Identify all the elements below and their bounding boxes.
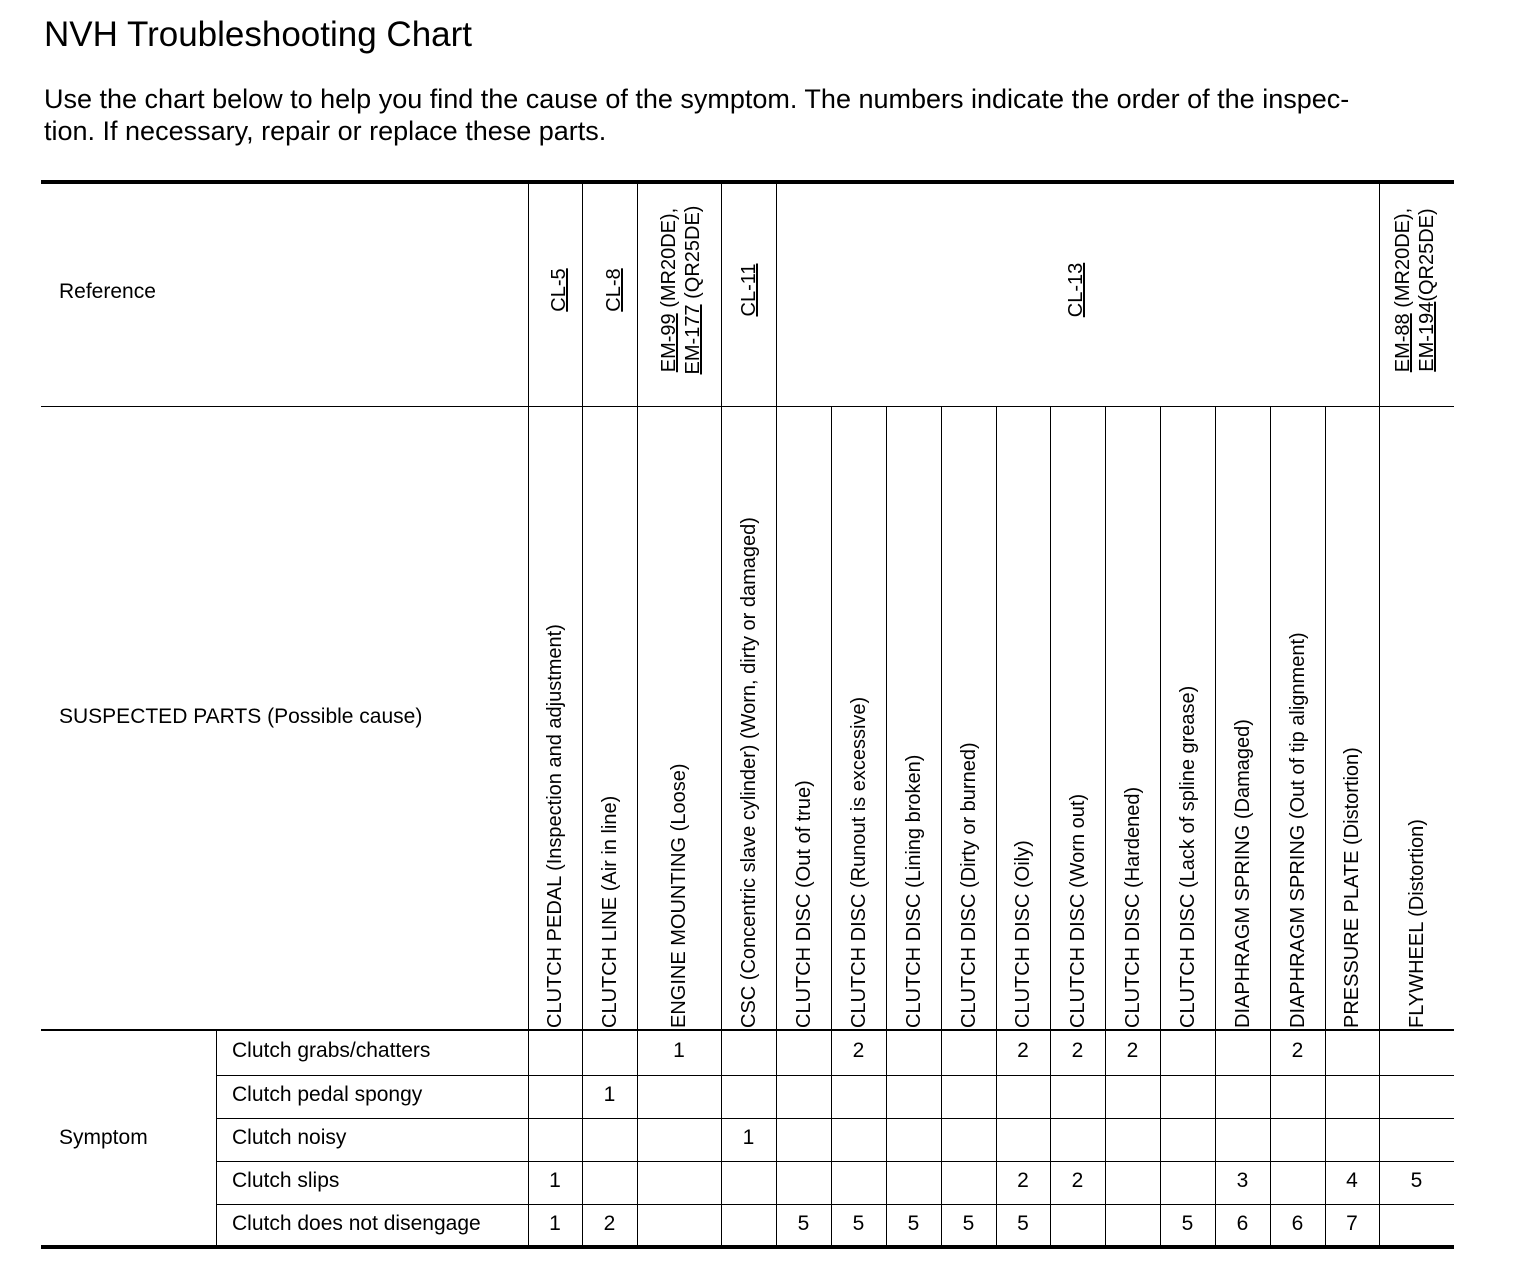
inspection-order-value: 5 — [852, 1212, 865, 1235]
reference-row-rule — [41, 406, 1454, 407]
reference-divider — [637, 182, 638, 407]
column-divider — [996, 407, 997, 1246]
part-header: PRESSURE PLATE (Distortion) — [1341, 747, 1363, 1028]
reference-link-em-88[interactable]: EM-88 — [1392, 313, 1414, 373]
inspection-order-value: 5 — [1181, 1212, 1194, 1235]
inspection-order-value: 6 — [1236, 1212, 1249, 1235]
inspection-order-value: 5 — [1410, 1169, 1423, 1192]
reference-cl-8 — [602, 235, 626, 345]
column-divider — [1325, 407, 1326, 1246]
reference-em-177-suffix: (QR25DE) — [682, 205, 704, 305]
symptom-row-divider — [216, 1075, 1454, 1076]
intro-text — [44, 83, 1484, 147]
reference-em-194-suffix: (QR25DE) — [1416, 208, 1438, 302]
reference-em-88-em-194 — [1391, 190, 1441, 390]
page-title: NVH Troubleshooting Chart — [44, 15, 472, 54]
symptom-name: Clutch pedal spongy — [232, 1083, 423, 1106]
inspection-order-value: 1 — [603, 1083, 616, 1106]
inspection-order-value: 5 — [962, 1212, 975, 1235]
reference-divider — [528, 182, 529, 407]
reference-cl-11 — [737, 235, 761, 345]
inspection-order-value: 2 — [603, 1212, 616, 1235]
part-header: CLUTCH DISC (Lack of spline grease) — [1176, 685, 1199, 1028]
column-divider — [1160, 407, 1161, 1246]
reference-em-99-em-177 — [657, 190, 707, 390]
inspection-order-value: 2 — [1071, 1039, 1084, 1062]
inspection-order-value: 2 — [1017, 1169, 1029, 1192]
reference-em-177-line — [681, 190, 705, 390]
reference-em-194-line — [1415, 190, 1439, 390]
part-header: CLUTCH DISC (Lining broken) — [902, 754, 925, 1028]
reference-divider — [1379, 182, 1380, 407]
inspection-order-value: 7 — [1346, 1212, 1358, 1235]
inspection-order-value: 2 — [1291, 1039, 1304, 1062]
column-divider — [1050, 407, 1051, 1246]
inspection-order-value: 2 — [1126, 1039, 1139, 1062]
inspection-order-value: 6 — [1291, 1212, 1304, 1235]
part-header: CLUTCH DISC (Worn out) — [1066, 793, 1089, 1028]
inspection-order-value: 1 — [549, 1212, 561, 1235]
column-divider — [721, 407, 722, 1246]
inspection-order-value: 3 — [1236, 1169, 1249, 1192]
inspection-order-value: 5 — [797, 1212, 810, 1235]
inspection-order-value: 2 — [1017, 1039, 1029, 1062]
part-header: CLUTCH DISC (Dirty or burned) — [957, 742, 980, 1028]
reference-label: Reference — [59, 280, 156, 303]
reference-em-99-line — [657, 190, 681, 390]
reference-link-em-194[interactable]: EM-194 — [1416, 301, 1438, 372]
inspection-order-value: 5 — [907, 1212, 920, 1235]
inspection-order-value: 5 — [1017, 1212, 1029, 1235]
reference-link-cl-5[interactable]: CL-5 — [548, 268, 570, 312]
part-header: CLUTCH DISC (Hardened) — [1121, 786, 1144, 1028]
symptom-row-divider — [216, 1204, 1454, 1205]
reference-em-88-suffix: (MR20DE), — [1392, 207, 1414, 314]
reference-divider — [721, 182, 722, 407]
reference-link-em-177[interactable]: EM-177 — [682, 304, 704, 375]
column-divider — [1105, 407, 1106, 1246]
column-divider — [776, 407, 777, 1246]
symptom-row-divider — [216, 1118, 1454, 1119]
parts-row-rule — [41, 1029, 1454, 1031]
reference-link-cl-11[interactable]: CL-11 — [738, 263, 760, 317]
part-header: CLUTCH LINE (Air in line) — [598, 795, 621, 1028]
reference-em-88-line — [1391, 190, 1415, 390]
inspection-order-value: 1 — [549, 1169, 561, 1192]
column-divider — [637, 407, 638, 1246]
part-header: CLUTCH PEDAL (Inspection and adjustment) — [544, 624, 566, 1028]
inspection-order-value: 4 — [1346, 1169, 1358, 1192]
part-header: FLYWHEEL (Distortion) — [1405, 819, 1428, 1028]
suspected-parts-label: SUSPECTED PARTS (Possible cause) — [59, 705, 423, 728]
symptom-label: Symptom — [59, 1126, 148, 1149]
column-divider — [831, 407, 832, 1246]
reference-cl-13 — [1064, 235, 1088, 345]
symptom-name: Clutch grabs/chatters — [232, 1039, 431, 1062]
part-header: DIAPHRAGM SPRING (Out of tip alignment) — [1286, 632, 1309, 1028]
column-divider — [941, 407, 942, 1246]
symptom-row-divider — [216, 1161, 1454, 1162]
reference-link-em-99[interactable]: EM-99 — [658, 313, 680, 373]
column-divider — [528, 407, 529, 1246]
part-header: CLUTCH DISC (Out of true) — [792, 780, 815, 1028]
part-header: CLUTCH DISC (Oily) — [1012, 840, 1034, 1028]
reference-divider — [776, 182, 777, 407]
inspection-order-value: 1 — [673, 1039, 685, 1062]
reference-link-cl-13[interactable]: CL-13 — [1065, 262, 1087, 318]
inspection-order-value: 2 — [852, 1039, 865, 1062]
inspection-order-value: 2 — [1071, 1169, 1084, 1192]
symptom-column-divider — [216, 1031, 217, 1246]
column-divider — [1379, 407, 1380, 1246]
part-header: CSC (Concentric slave cylinder) (Worn, dirty or damaged) — [737, 517, 760, 1028]
column-divider — [1215, 407, 1216, 1246]
column-divider — [1270, 407, 1271, 1246]
column-divider — [886, 407, 887, 1246]
reference-divider — [582, 182, 583, 407]
intro-line-2: tion. If necessary, repair or replace these parts. — [44, 116, 607, 146]
reference-em-99-suffix: (MR20DE), — [658, 207, 680, 314]
part-header: CLUTCH DISC (Runout is excessive) — [847, 696, 870, 1028]
symptom-name: Clutch noisy — [232, 1126, 347, 1149]
symptom-name: Clutch does not disengage — [232, 1212, 481, 1235]
part-header: ENGINE MOUNTING (Loose) — [668, 763, 690, 1028]
column-divider — [582, 407, 583, 1246]
table-bottom-rule — [41, 1245, 1454, 1249]
reference-link-cl-8[interactable]: CL-8 — [603, 268, 625, 312]
reference-cl-5 — [547, 235, 571, 345]
intro-line-1: Use the chart below to help you find the cause of the symptom. The numbers indicate the order of the inspec- — [44, 84, 1350, 114]
inspection-order-value: 1 — [742, 1126, 755, 1149]
symptom-name: Clutch slips — [232, 1169, 340, 1192]
table-top-rule — [41, 180, 1454, 184]
part-header: DIAPHRAGM SPRING (Damaged) — [1231, 719, 1254, 1028]
